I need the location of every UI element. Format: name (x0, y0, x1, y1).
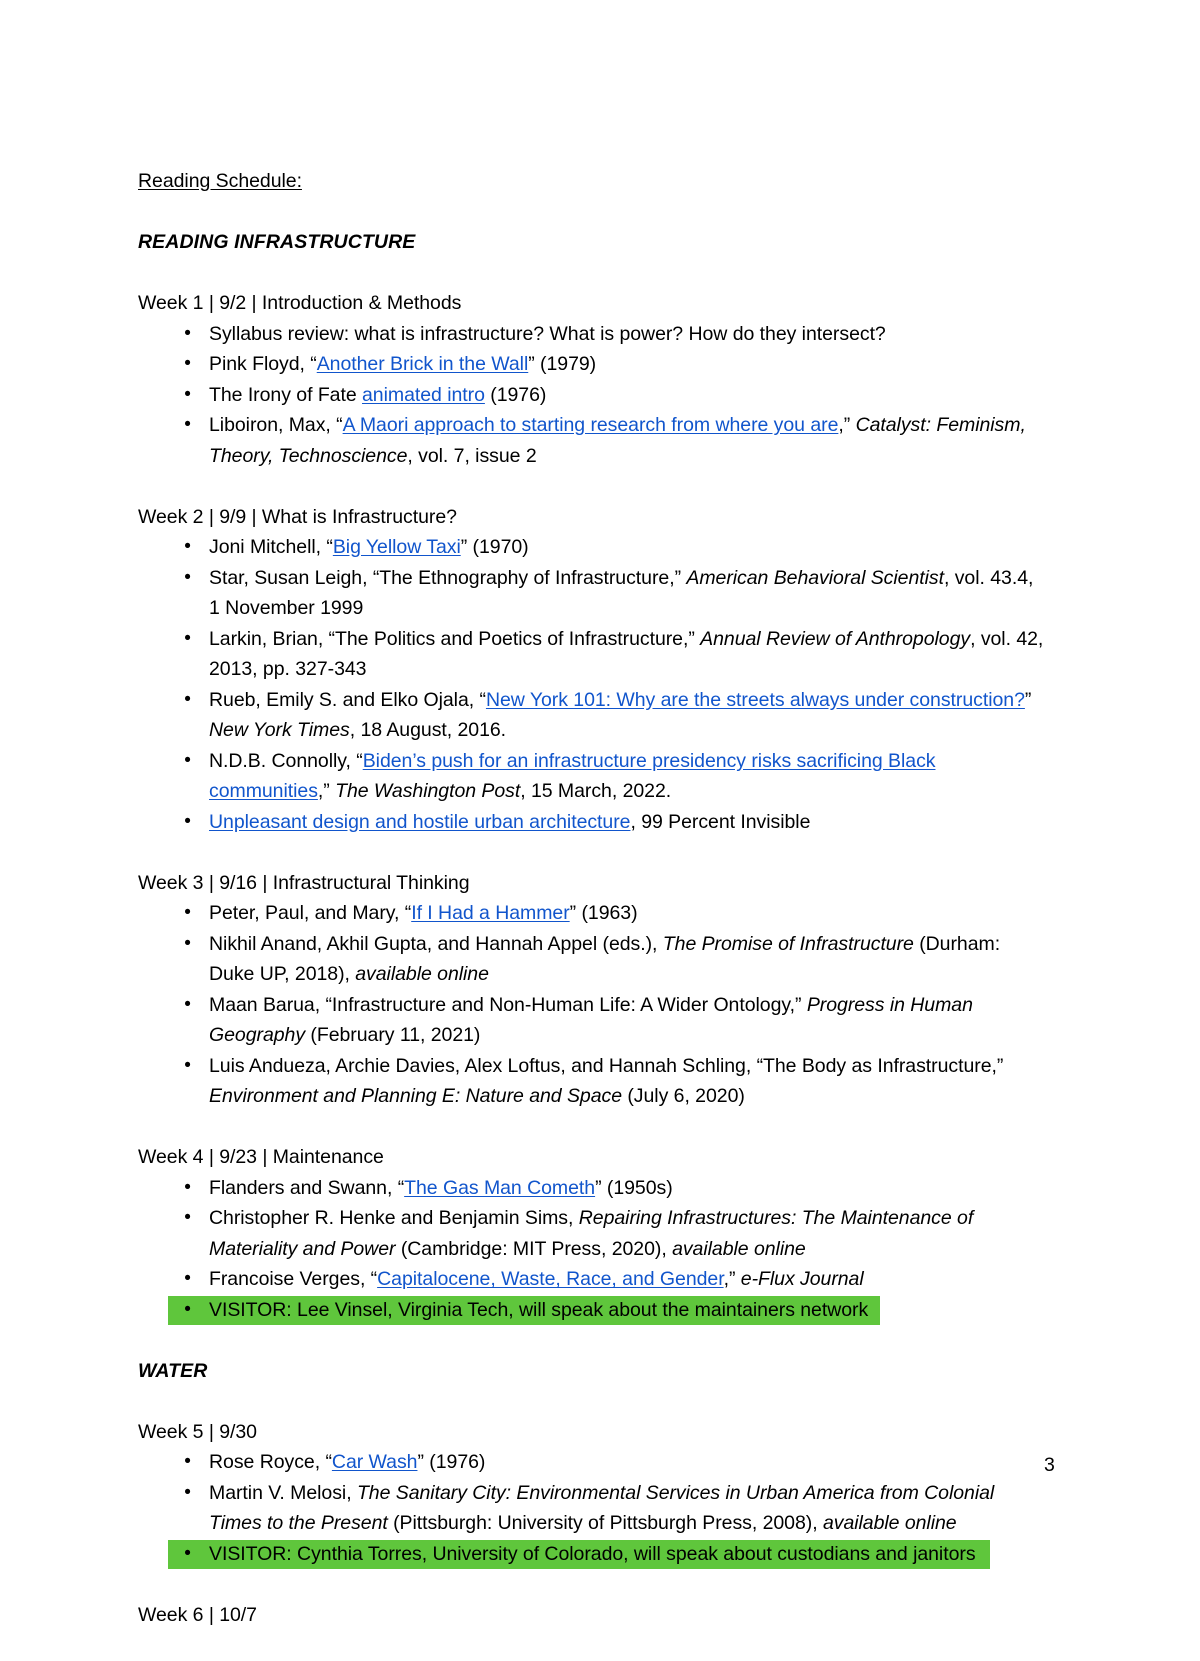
text-run: Nikhil Anand, Akhil Gupta, and Hannah Appel (eds.), (209, 932, 663, 955)
spacer (138, 1112, 1048, 1143)
list-item-text (209, 353, 596, 375)
reading-link[interactable]: New York 101: Why are the streets always under construction? (485, 688, 1025, 711)
list-item (138, 746, 1048, 807)
list-item-text (209, 1299, 868, 1321)
italic-title: New York Times (209, 719, 350, 741)
text-run: ” (1979) (528, 353, 597, 375)
section-heading: READING INFRASTRUCTURE (138, 231, 416, 253)
list-item (138, 807, 1048, 838)
list-item (138, 319, 1048, 350)
spacer (138, 1630, 1048, 1661)
text-run: (July 6, 2020) (622, 1085, 745, 1107)
reading-list (138, 319, 1048, 472)
bullet-icon (183, 1051, 192, 1082)
list-item-text (209, 628, 1043, 681)
reading-list (138, 898, 1048, 1112)
bullet-icon (183, 624, 192, 655)
list-item-text (209, 323, 886, 345)
text-run: , 99 Percent Invisible (630, 810, 811, 833)
italic-title: Progress in Human Geography (209, 993, 973, 1046)
bullet-icon (183, 563, 192, 594)
list-item-text (209, 750, 935, 803)
italic-title: Repairing Infrastructures: The Maintenance of Materiality and Power (209, 1207, 974, 1260)
list-item (138, 1478, 1048, 1539)
list-item-text (209, 1177, 673, 1199)
reading-link[interactable]: Car Wash (331, 1451, 418, 1473)
list-item-text (209, 567, 1033, 620)
bullet-icon (183, 898, 192, 929)
list-item (138, 1447, 1048, 1478)
list-item-text (209, 1451, 485, 1473)
list-item (138, 929, 1048, 990)
list-item (138, 1264, 1048, 1295)
reading-link[interactable]: The Gas Man Cometh (404, 1176, 596, 1199)
bullet-icon (183, 807, 192, 838)
list-item-text (209, 536, 529, 558)
list-item (138, 380, 1048, 411)
bullet-icon (183, 1539, 192, 1570)
text-run: Rose Royce, “ (209, 1451, 332, 1473)
list-item-text (209, 1482, 994, 1535)
list-item-text (209, 811, 810, 833)
list-item (138, 563, 1048, 624)
list-item-text (209, 1055, 1003, 1108)
italic-title: The Sanitary City: Environmental Services in Urban America from Colonial Times to the Present (209, 1481, 995, 1534)
list-item (138, 1173, 1048, 1204)
bullet-icon (183, 319, 192, 350)
text-run: ,” (838, 414, 856, 436)
italic-title: American Behavioral Scientist (686, 566, 944, 589)
week-heading: Week 5 | 9/30 (138, 1420, 257, 1443)
italic-title: Catalyst: Feminism, Theory, Technoscience (209, 414, 1026, 467)
bullet-icon (183, 1173, 192, 1204)
bullet-icon (183, 685, 192, 716)
list-item (138, 624, 1048, 685)
text-run: Flanders and Swann, “ (209, 1176, 405, 1199)
page-number: 3 (1044, 1454, 1055, 1476)
reading-link[interactable]: A Maori approach to starting research from where you are (342, 414, 839, 436)
italic-title: available online (355, 963, 489, 985)
bullet-icon (183, 990, 192, 1021)
reading-list (138, 1447, 1048, 1569)
text-run: Pink Floyd, “ (209, 353, 317, 375)
text-run: ,” (317, 780, 336, 802)
text-run: (February 11, 2021) (305, 1024, 481, 1046)
italic-title: Annual Review of Anthropology (700, 627, 971, 650)
spacer (138, 837, 1048, 868)
list-item (138, 1051, 1048, 1112)
italic-title: The Washington Post (335, 780, 521, 802)
text-run: , 15 March, 2022. (520, 780, 672, 802)
week-heading: Week 2 | 9/9 | What is Infrastructure? (138, 505, 457, 528)
reading-schedule-sections (138, 227, 1048, 1661)
bullet-icon (183, 1264, 192, 1295)
list-item-text (209, 384, 546, 406)
text-run: Francoise Verges, “ (209, 1268, 378, 1290)
list-item-visitor (138, 1295, 1048, 1326)
italic-title: Environment and Planning E: Nature and Space (209, 1085, 622, 1107)
list-item-text (209, 933, 1000, 986)
reading-link[interactable]: animated intro (362, 383, 485, 406)
section-heading: WATER (138, 1359, 208, 1382)
text-run: The Irony of Fate (209, 383, 363, 406)
list-item (138, 685, 1048, 746)
italic-title: The Promise of Infrastructure (662, 932, 914, 955)
list-item (138, 1203, 1048, 1264)
text-run: , vol. 7, issue 2 (407, 444, 537, 467)
text-run: ” (1976) (417, 1451, 486, 1473)
list-item-text (209, 689, 1031, 742)
bullet-icon (183, 1447, 192, 1478)
text-run: ” (1963) (569, 902, 638, 924)
text-run: Martin V. Melosi, (209, 1481, 357, 1504)
text-run: ” (1950s) (595, 1176, 673, 1199)
list-item (138, 898, 1048, 929)
text-run: Star, Susan Leigh, “The Ethnography of Infrastructure,” (209, 566, 687, 589)
reading-link[interactable]: Capitalocene, Waste, Race, and Gender (377, 1268, 724, 1290)
bullet-icon (183, 349, 192, 380)
list-item-text (209, 994, 973, 1047)
text-run: Liboiron, Max, “ (209, 414, 343, 436)
text-run: Rueb, Emily S. and Elko Ojala, “ (209, 688, 486, 711)
bullet-icon (183, 380, 192, 411)
reading-link[interactable]: Biden’s push for an infrastructure presidency risks sacrificing Black communities (209, 749, 936, 802)
list-item (138, 532, 1048, 563)
bullet-icon (183, 410, 192, 441)
page-title: Reading Schedule: (138, 170, 302, 192)
text-run: Christopher R. Henke and Benjamin Sims, (209, 1207, 579, 1229)
document-body (138, 166, 1048, 1661)
text-run: Joni Mitchell, “ (209, 536, 333, 558)
list-item-text (209, 1207, 973, 1260)
text-run: N.D.B. Connolly, “ (209, 749, 363, 772)
week-heading: Week 1 | 9/2 | Introduction & Methods (138, 292, 462, 314)
spacer (138, 471, 1048, 502)
text-run: Larkin, Brian, “The Politics and Poetics of Infrastructure,” (209, 627, 701, 650)
bullet-icon (183, 532, 192, 563)
spacer (138, 258, 1048, 289)
spacer (138, 1325, 1048, 1356)
text-run: , 18 August, 2016. (349, 719, 507, 741)
text-run: VISITOR: Lee Vinsel, Virginia Tech, will speak about the maintainers network (209, 1298, 869, 1321)
reading-list (138, 532, 1048, 837)
list-item-text (209, 1268, 864, 1290)
reading-link[interactable]: Big Yellow Taxi (332, 536, 461, 558)
list-item (138, 410, 1048, 471)
text-run: (1976) (484, 383, 547, 406)
list-item-text (209, 1543, 976, 1565)
list-item-text (209, 902, 638, 924)
italic-title: available online (672, 1237, 806, 1260)
week-heading: Week 3 | 9/16 | Infrastructural Thinking (138, 871, 470, 894)
week-heading: Week 6 | 10/7 (138, 1603, 257, 1626)
list-item-text (209, 414, 1026, 467)
spacer (138, 1569, 1048, 1600)
bullet-icon (183, 746, 192, 777)
italic-title: e-Flux Journal (740, 1268, 864, 1290)
text-run: ” (1970) (460, 536, 529, 558)
spacer (138, 197, 1048, 228)
reading-list (138, 1173, 1048, 1326)
text-run: ” (1024, 688, 1032, 711)
list-item (138, 990, 1048, 1051)
text-run: Peter, Paul, and Mary, “ (209, 902, 412, 924)
reading-link[interactable]: Another Brick in the Wall (316, 353, 529, 375)
text-run: Syllabus review: what is infrastructure? What is power? How do they intersect? (209, 322, 886, 345)
bullet-icon (183, 1203, 192, 1234)
spacer (138, 1386, 1048, 1417)
text-run: ,” (723, 1268, 741, 1290)
bullet-icon (183, 1478, 192, 1509)
text-run: , vol. 42, 2013, pp. 327-343 (209, 627, 1044, 680)
reading-link[interactable]: Unpleasant design and hostile urban architecture (209, 810, 631, 833)
text-run: (Cambridge: MIT Press, 2020), (395, 1237, 673, 1260)
bullet-icon (183, 1295, 192, 1326)
list-item (138, 349, 1048, 380)
text-run: (Pittsburgh: University of Pittsburgh Press, 2008), (387, 1512, 823, 1534)
text-run: , vol. 43.4, 1 November 1999 (209, 566, 1034, 619)
text-run: VISITOR: Cynthia Torres, University of Colorado, will speak about custodians and janitors (209, 1542, 976, 1565)
reading-link[interactable]: If I Had a Hammer (411, 902, 570, 924)
text-run: Maan Barua, “Infrastructure and Non-Human Life: A Wider Ontology,” (209, 993, 807, 1016)
bullet-icon (183, 929, 192, 960)
italic-title: available online (822, 1512, 957, 1534)
text-run: (Durham: Duke UP, 2018), (209, 932, 1001, 985)
week-heading: Week 4 | 9/23 | Maintenance (138, 1146, 384, 1168)
text-run: Luis Andueza, Archie Davies, Alex Loftus, and Hannah Schling, “The Body as Infrastructure,” (209, 1054, 1004, 1077)
list-item-visitor (138, 1539, 1048, 1570)
